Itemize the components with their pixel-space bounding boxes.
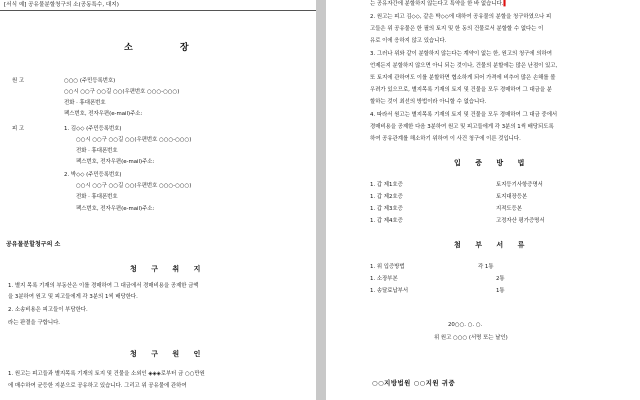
evidence-desc: 토지대장등본 xyxy=(496,194,528,200)
claim-line: 1. 별지 목록 기재의 부동산은 이를 경매하여 그 대금에서 경매비용을 공제한 금액 xyxy=(8,283,199,289)
evidence-desc: 지적도등본 xyxy=(496,206,523,212)
defendant2-line: 전화 · 휴대폰번호 xyxy=(76,194,118,200)
attach-count: 1통 xyxy=(496,288,505,294)
signer-line: 위 원고 ○○○ (서명 또는 날인) xyxy=(434,335,508,341)
body-line: 하여 공유관계를 해소하기 위하여 이 사건 청구에 이른 것입니다. xyxy=(370,136,521,142)
court-name: ○○지방법원 ○○지원 귀중 xyxy=(372,379,456,387)
body-line: 경매비용을 공제한 다음 3분하여 원고 및 피고들에게 각 3분의 1씩 배당되도록 xyxy=(370,124,554,130)
form-header-strip xyxy=(0,0,316,11)
evidence-no: 1. 갑 제3호증 xyxy=(370,206,403,212)
plaintiff-line: 팩스번호, 전자우편(e-mail)주소: xyxy=(64,111,143,117)
document-page-left xyxy=(0,0,316,400)
claim-line: 을 3분하여 원고 및 피고들에게 각 3분의 1씩 배당한다. xyxy=(8,294,138,300)
defendant1-line: 전화 · 휴대폰번호 xyxy=(76,148,118,154)
document-page-right xyxy=(326,0,640,400)
body-line: 3. 그러나 위와 같이 분할하지 않는다는 계약이 없는 한, 원고의 청구에 의하여 xyxy=(370,51,552,57)
defendant2-line: ○○시 ○○구 ○○길 ○○(우편번호 ○○○-○○○) xyxy=(76,183,192,189)
plaintiff-line: ○○○ (주민등록번호) xyxy=(64,78,116,84)
attach-heading: 첨 부 서 류 xyxy=(454,241,531,249)
attach-name: 1. 위 입증방법 xyxy=(370,264,405,270)
body-line: 4. 따라서 원고는 별지목록 기재의 토지 및 건물을 모두 경매하여 그 대금 중에서 xyxy=(370,112,558,118)
defendant1-line: 팩스번호, 전자우편(e-mail)주소: xyxy=(76,159,155,165)
attach-count: 각 1통 xyxy=(478,264,494,270)
case-name: 공유물분할청구의 소 xyxy=(6,241,61,248)
defendant2-line: 팩스번호, 전자우편(e-mail)주소: xyxy=(76,206,155,212)
cause-line: 1. 원고는 피고들과 별지목록 기재의 토지 및 건물을 소외인 ◈◈◈로부터 금 ○○만원 xyxy=(8,371,205,377)
claim-line: 2. 소송비용은 피고들이 부담한다. xyxy=(8,307,88,313)
claim-line: 라는 판결을 구합니다. xyxy=(8,320,61,326)
defendant1-line: 1. 김◇◇ (주민등록번호) xyxy=(64,126,122,132)
evidence-heading: 입 증 방 법 xyxy=(454,159,531,167)
body-line: 는 공유자간에 분할하지 않는다고 특약을 한 바 없습니다.▌ xyxy=(370,1,508,7)
evidence-no: 1. 갑 제2호증 xyxy=(370,194,403,200)
evidence-no: 1. 갑 제1호증 xyxy=(370,182,403,188)
form-header-label: [서식 예] 공유물분할청구의 소(공동특수, 대지) xyxy=(4,1,119,8)
defendant1-line: ○○시 ○○구 ○○길 ○○(우편번호 ○○○-○○○) xyxy=(76,137,192,143)
body-line: 우려가 있으므로, 별지목록 기재의 토지 및 건물을 모두 경매하여 그 대금을 분 xyxy=(370,87,552,93)
body-line: 또 토지에 관하여도 이를 분할하면 협소하게 되어 가격에 비추어 많은 손해를 볼 xyxy=(370,75,556,81)
plaintiff-label: 원 고 xyxy=(12,78,25,84)
body-line: 할하는 것이 최선의 방법이라 아니할 수 없습니다. xyxy=(370,99,487,105)
attach-name: 1. 소장부본 xyxy=(370,276,398,282)
cause-line: 에 매수하여 균등한 지분으로 공유하고 있습니다. 그리고 위 공유물에 관하여 xyxy=(8,383,187,389)
document-title: 소 장 xyxy=(124,43,211,53)
body-line: 고들은 위 공유물은 한 필의 토지 및 한 동의 건물로서 분할할 수 없다는 이 xyxy=(370,26,544,32)
evidence-no: 1. 갑 제4호증 xyxy=(370,218,403,224)
body-line: 2. 원고는 피고 김◇◇, 같은 박◇◇에 대하여 공유물의 분할을 청구하였으나 피 xyxy=(370,14,552,20)
cause-heading: 청 구 원 인 xyxy=(130,350,207,358)
evidence-desc: 토지등기사항증명서 xyxy=(496,182,543,188)
plaintiff-line: 전화 · 휴대폰번호 xyxy=(64,100,106,106)
defendant2-line: 2. 박◇◇ (주민등록번호) xyxy=(64,172,122,178)
attach-count: 2통 xyxy=(496,276,505,282)
attach-name: 1. 송달료납부서 xyxy=(370,288,409,294)
defendant-label: 피 고 xyxy=(12,126,25,132)
text-cursor-icon: ▌ xyxy=(503,1,508,7)
plaintiff-line: ○○시 ○○구 ○○길 ○○(우편번호 ○○○-○○○) xyxy=(64,89,180,95)
filing-date: 20○○. ○. ○. xyxy=(448,322,483,328)
claim-heading: 청 구 취 지 xyxy=(130,265,207,273)
evidence-desc: 고정자산 평가증명서 xyxy=(496,218,545,224)
body-line: 언제든지 분할하지 않으면 아니 되는 것이나, 건물의 분할에는 많은 난점이 있고, xyxy=(370,63,558,69)
body-line: 유로 이에 응하지 않고 있습니다. xyxy=(370,38,447,44)
